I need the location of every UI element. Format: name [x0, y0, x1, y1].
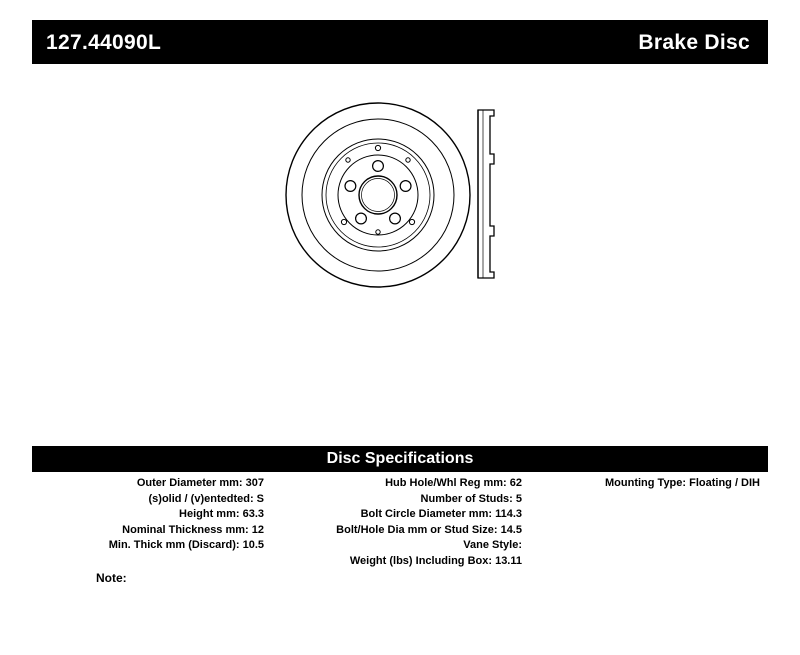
header-bar [32, 20, 768, 64]
spec-column-right [528, 476, 768, 492]
spec-column-left [32, 476, 270, 554]
spec-line: Bolt/Hole Dia mm or Stud Size: 14.5 [336, 523, 522, 536]
spec-line: Vane Style: [463, 539, 522, 551]
product-drawing [280, 100, 540, 290]
spec-column-middle [270, 476, 528, 569]
part-number: 127.44090L [46, 30, 162, 54]
spec-line: Weight (lbs) Including Box: 13.11 [349, 554, 522, 567]
spec-line: Height mm: 63.3 [179, 508, 264, 520]
spec-line: Outer Diameter mm: 307 [136, 477, 264, 489]
brake-rotor-face-view [286, 103, 470, 287]
spec-line: Hub Hole/Whl Reg mm: 62 [385, 477, 522, 489]
spec-line: Nominal Thickness mm: 12 [122, 523, 264, 536]
spec-line: Number of Studs: 5 [420, 492, 522, 505]
page-title: Brake Disc [638, 30, 750, 54]
note-label: Note: [96, 571, 127, 585]
spec-columns [32, 476, 768, 569]
brake-rotor-edge-view [478, 110, 494, 278]
spec-line: Min. Thick mm (Discard): 10.5 [108, 539, 264, 551]
spec-line: (s)olid / (v)entedted: S [148, 492, 264, 505]
spec-line: Bolt Circle Diameter mm: 114.3 [360, 508, 522, 520]
spec-line: Mounting Type: Floating / DIH [605, 477, 760, 489]
spec-section-title: Disc Specifications [32, 446, 768, 472]
